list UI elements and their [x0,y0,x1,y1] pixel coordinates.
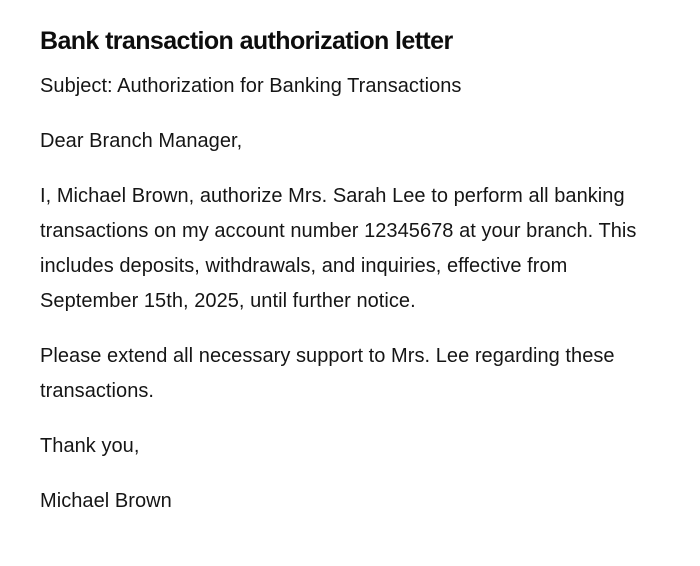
salutation: Dear Branch Manager, [40,130,243,152]
document-title: Bank transaction authorization letter [40,27,453,55]
body-paragraph-support: Please extend all necessary support to Mrs. Lee regarding these transactions. [40,345,615,402]
letter [40,24,660,519]
subject-line: Subject: Authorization for Banking Transactions [40,75,462,97]
signature-name: Michael Brown [40,490,172,512]
closing: Thank you, [40,435,140,457]
body-paragraph-authorization: I, Michael Brown, authorize Mrs. Sarah Lee to perform all banking transactions on my account number 12345678 at your branch. This includes deposits, withdrawals, and inquiries, effective from September 15th, 2025, until further notice. [40,185,637,312]
